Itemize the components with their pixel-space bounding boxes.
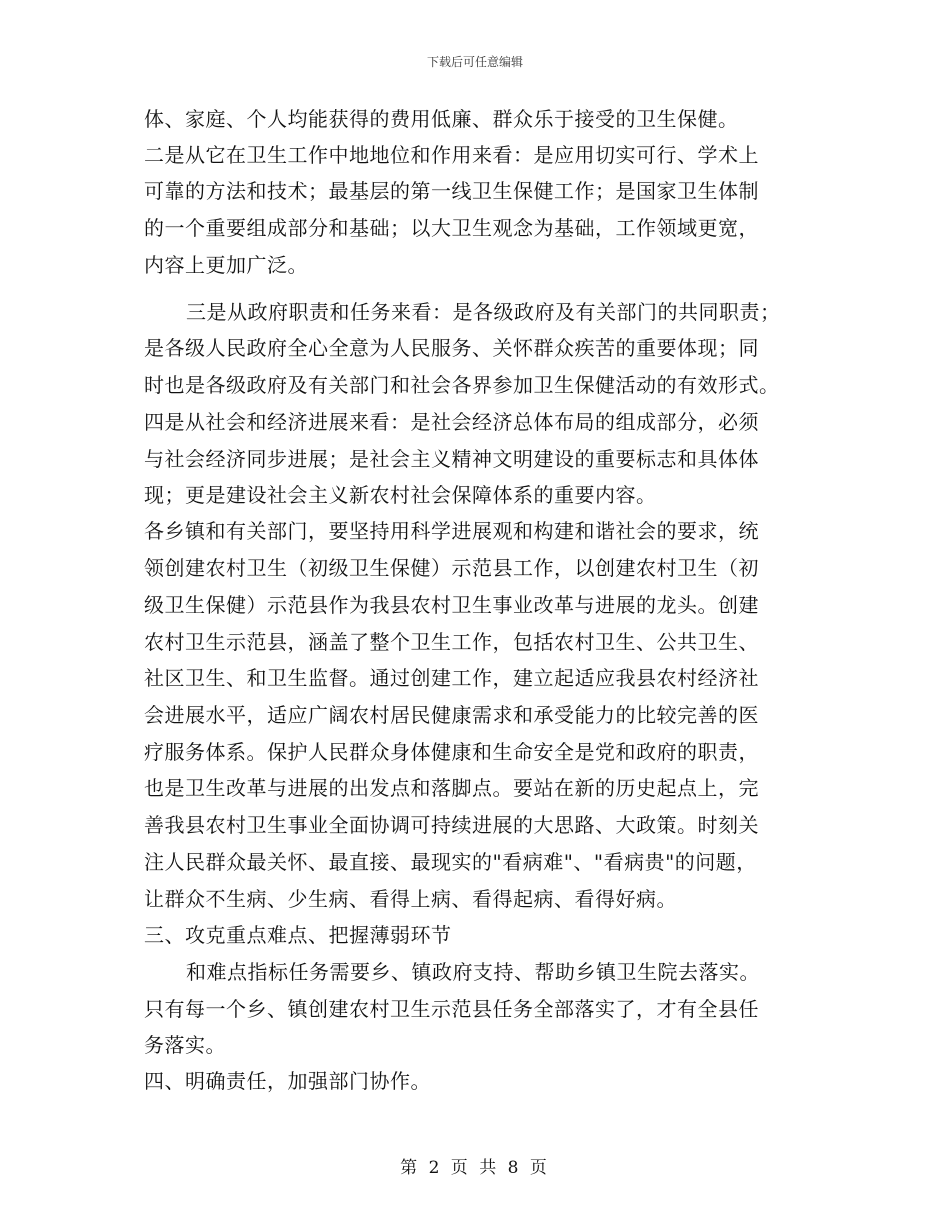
text-line: 领创建农村卫生（初级卫生保健）示范县工作，以创建农村卫生（初: [144, 556, 759, 580]
text-line: 也是卫生改革与进展的出发点和落脚点。要站在新的历史起点上，完: [144, 776, 759, 800]
text-line: 的一个重要组成部分和基础；以大卫生观念为基础，工作领域更宽，: [144, 216, 759, 240]
text-line: 疗服务体系。保护人民群众身体健康和生命安全是党和政府的职责，: [144, 740, 759, 764]
section-heading: 四、明确责任，加强部门协作。: [144, 1069, 431, 1093]
text-line: 现；更是建设社会主义新农村社会保障体系的重要内容。: [144, 483, 657, 507]
text-line: 农村卫生示范县，涵盖了整个卫生工作，包括农村卫生、公共卫生、: [144, 630, 759, 654]
text-line: 让群众不生病、少生病、看得上病、看得起病、看得好病。: [144, 887, 677, 911]
text-line: 与社会经济同步进展；是社会主义精神文明建设的重要标志和具体体: [144, 447, 759, 471]
section-heading: 三、攻克重点难点、把握薄弱环节: [144, 923, 452, 947]
text-line: 各乡镇和有关部门，要坚持用科学进展观和构建和谐社会的要求，统: [144, 519, 759, 543]
page-header-note: 下载后可任意编辑: [426, 55, 523, 69]
text-line: 务落实。: [144, 1033, 226, 1057]
text-line: 体、家庭、个人均能获得的费用低廉、群众乐于接受的卫生保健。: [144, 107, 739, 131]
text-line: 社区卫生、和卫生监督。通过创建工作，建立起适应我县农村经济社: [144, 666, 759, 690]
text-line: 会进展水平，适应广阔农村居民健康需求和承受能力的比较完善的医: [144, 703, 759, 727]
text-line: 和难点指标任务需要乡、镇政府支持、帮助乡镇卫生院去落实。: [186, 960, 760, 984]
text-line: 时也是各级政府及有关部门和社会各界参加卫生保健活动的有效形式。: [144, 373, 780, 397]
text-line: 是各级人民政府全心全意为人民服务、关怀群众疾苦的重要体现；同: [144, 336, 759, 360]
text-line: 三是从政府职责和任务来看：是各级政府及有关部门的共同职责；: [186, 300, 781, 324]
text-line: 注人民群众最关怀、最直接、最现实的"看病难"、"看病贵"的问题，: [144, 850, 757, 874]
page-number-footer: 第 2 页 共 8 页: [400, 1158, 550, 1178]
text-line: 善我县农村卫生事业全面协调可持续进展的大思路、大政策。时刻关: [144, 813, 759, 837]
text-line: 可靠的方法和技术；最基层的第一线卫生保健工作；是国家卫生体制: [144, 179, 759, 203]
text-line: 级卫生保健）示范县作为我县农村卫生事业改革与进展的龙头。创建: [144, 593, 759, 617]
text-line: 二是从它在卫生工作中地地位和作用来看：是应用切实可行、学术上: [144, 143, 759, 167]
text-line: 内容上更加广泛。: [144, 253, 308, 277]
text-line: 四是从社会和经济进展来看：是社会经济总体布局的组成部分，必须: [144, 410, 759, 434]
text-line: 只有每一个乡、镇创建农村卫生示范县任务全部落实了，才有全县任: [144, 997, 759, 1021]
